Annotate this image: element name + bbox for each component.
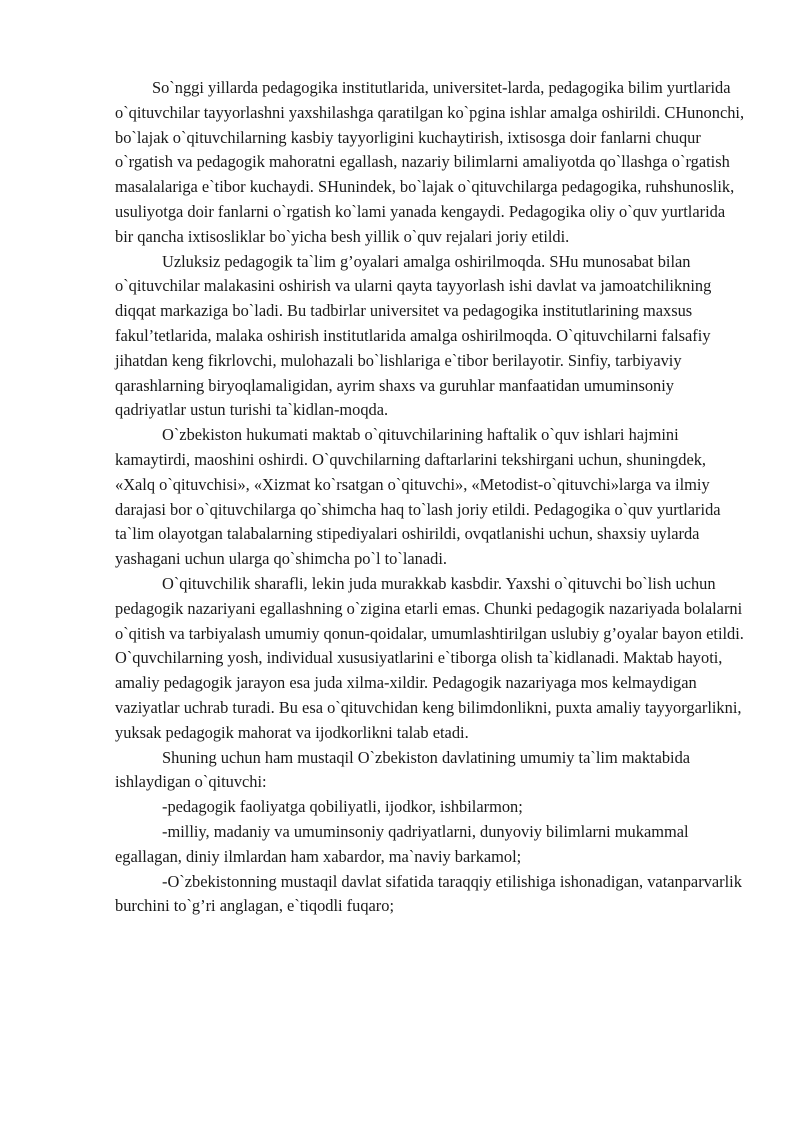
document-page <box>115 76 747 919</box>
paragraph-teacher-requirements: Shuning uchun ham mustaqil O`zbekiston davlatining umumiy ta`lim maktabida ishlaydigan o`qituvchi: <box>115 747 691 792</box>
paragraph-continuous-education: Uzluksiz pedagogik ta`lim g’oyalari amalga oshirilmoqda. SHu munosabat bilan o`qituvchilar malakasini oshirish va ularni qayta tayyorlash ishi davlat va jamoatchilikning diqqat markaziga bo`ladi. Bu tadbirlar universitet va pedagogika institutlarining maxsus fakul’tetlarida, malaka oshirish institutlarida amalga oshirilmoqda. O`qituvchilarni falsafiy jihatdan keng fikrlovchi, mulohazali bo`lishlariga e`tibor berilayotir. Sinfiy, tarbiyaviy qarashlarning biryoqlamaligidan, ayrim shaxs va guruhlar manfaatidan umuminsoniy qadriyatlar ustun turishi ta`kidlan-moqda. <box>115 251 712 420</box>
list-item-citizen: -O`zbekistonning mustaqil davlat sifatida taraqqiy etilishiga ishonadigan, vatanparvarlik burchini to`g’ri anglagan, e`tiqodli fuqaro; <box>115 871 742 916</box>
list-item-abilities: -pedagogik faoliyatga qobiliyatli, ijodkor, ishbilarmon; <box>162 797 523 817</box>
paragraph-intro: So`nggi yillarda pedagogika institutlarida, universitet-larda, pedagogika bilim yurtlarida o`qituvchilar tayyorlashni yaxshilashga qaratilgan ko`pgina ishlar amalga oshirildi. CHunonchi, bo`lajak o`qituvchilarning kasbiy tayyorligini kuchaytirish, ixtisosga doir fanlarni chuqur o`rgatish va pedagogik mahoratni egallash, nazariy bilimlarni amaliyotda qo`llashga o`rgatish masalalariga e`tibor kuchaydi. SHunindek, bo`lajak o`qituvchilarga pedagogika, ruhshunoslik, usuliyotga doir fanlarni o`rgatish ko`lami yanada kengaydi. Pedagogika oliy o`quv yurtlarida bir qancha ixtisosliklar bo`yicha besh yillik o`quv rejalari joriy etildi. <box>115 78 745 246</box>
paragraph-teaching-profession: O`qituvchilik sharafli, lekin juda murakkab kasbdir. Yaxshi o`qituvchi bo`lish uchun pedagogik nazariyani egallashning o`zigina etarli emas. Chunki pedagogik nazariyada bolalarni o`qitish va tarbiyalash umumiy qonun-qoidalar, umumlashtirilgan uslubiy g’oyalar bayon etildi. O`quvchilarning yosh, individual xususiyatlarini e`tiborga olish ta`kidlanadi. Maktab hayoti, amaliy pedagogik jarayon esa juda xilma-xildir. Pedagogik nazariyaga mos kelmaydigan vaziyatlar uchrab turadi. Bu esa o`qituvchidan keng bilimdonlikni, puxta amaliy tayyorgarlikni, yuksak pedagogik mahorat va ijodkorlikni talab etadi. <box>115 573 744 742</box>
list-item-values: -milliy, madaniy va umuminsoniy qadriyatlarni, dunyoviy bilimlarni mukammal egallagan, diniy ilmlardan ham xabardor, ma`naviy barkamol; <box>115 821 689 866</box>
paragraph-government-measures: O`zbekiston hukumati maktab o`qituvchilarining haftalik o`quv ishlari hajmini kamaytirdi, maoshini oshirdi. O`quvchilarning daftarlarini tekshirgani uchun, shuningdek, «Xalq o`qituvchisi», «Xizmat ko`rsatgan o`qituvchi», «Metodist-o`qituvchi»larga va ilmiy darajasi bor o`qituvchilarga qo`shimcha haq to`lash joriy etildi. Pedagogika o`quv yurtlarida ta`lim olayotgan talabalarning stipediyalari oshirildi, ovqatlanishi uchun, shaxsiy uylarda yashagani uchun ularga qo`shimcha po`l to`lanadi. <box>115 425 721 569</box>
